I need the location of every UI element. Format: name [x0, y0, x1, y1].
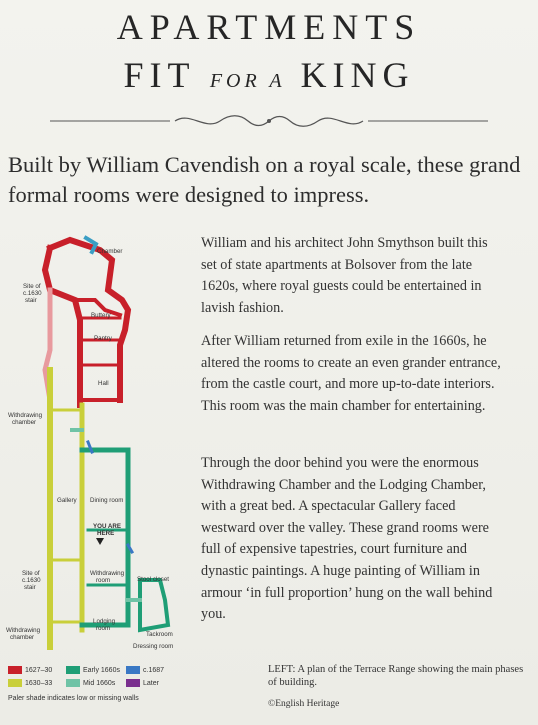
- heading-for-a: FOR A: [209, 70, 286, 92]
- copyright-text: ©English Heritage: [268, 699, 340, 709]
- label-site-stair-top-1: Site of: [23, 283, 41, 290]
- legend-label: 1630–33: [25, 679, 53, 687]
- legend-label: Later: [143, 679, 159, 687]
- label-withdrawing-room-2: room: [96, 577, 111, 584]
- label-chamber: Chamber: [97, 248, 123, 255]
- legend-item: [8, 666, 52, 674]
- legend-item: [8, 679, 52, 687]
- flourish-divider-icon: [50, 111, 488, 131]
- label-site-stair-bottom-3: stair: [24, 584, 36, 591]
- legend-swatch: [126, 679, 140, 687]
- heading-line-2: [0, 54, 538, 96]
- label-dressing-room: Dressing room: [133, 643, 174, 650]
- legend-item: [126, 666, 164, 674]
- label-stool-closet: Stool closet: [137, 576, 169, 583]
- heading-line-1: APARTMENTS: [116, 7, 422, 47]
- paragraph-2: After William returned from exile in the 1660s, he altered the rooms to create an even grander entrance, from the castle court, and more up-to-date interiors. This room was the main chamber for entertaining.: [201, 333, 501, 414]
- plan-caption: [268, 664, 528, 689]
- legend-swatch: [66, 679, 80, 687]
- label-site-stair-bottom-2: c.1630: [22, 577, 41, 584]
- legend-item: [66, 666, 120, 674]
- intro-text: Built by William Cavendish on a royal scale, these grand formal rooms were designed to impress.: [8, 152, 521, 207]
- label-dining-room: Dining room: [90, 497, 124, 504]
- legend-swatch: [8, 679, 22, 687]
- legend-swatch: [8, 666, 22, 674]
- caption-text: A plan of the Terrace Range showing the main phases of building.: [268, 664, 524, 688]
- legend-note: Paler shade indicates low or missing walls: [8, 695, 139, 702]
- label-withdrawing-top-1: Withdrawing: [8, 412, 43, 419]
- label-gallery: Gallery: [57, 497, 77, 504]
- label-hall: Hall: [98, 380, 109, 387]
- label-withdrawing-room-1: Withdrawing: [90, 570, 125, 577]
- legend-swatch: [66, 666, 80, 674]
- label-lodging-room-2: room: [96, 625, 111, 632]
- paragraph-3: Through the door behind you were the enormous Withdrawing Chamber and the Lodging Chamber, with a great bed. A spectacular Gallery faced westward over the valley. These grand rooms were full of expensive tapestries, court furniture and dynastic paintings. A huge painting of William in armour ‘in full proportion’ hung on the wall behind you.: [201, 455, 493, 623]
- legend-label: Early 1660s: [83, 666, 120, 674]
- label-buttery: Buttery: [91, 312, 111, 319]
- legend-label: Mid 1660s: [83, 679, 116, 687]
- label-site-stair-top-3: stair: [25, 297, 37, 304]
- label-site-stair-bottom-1: Site of: [22, 570, 40, 577]
- legend-label: 1627–30: [25, 666, 53, 674]
- label-withdrawing-bottom-2: chamber: [10, 634, 35, 641]
- floor-plan: [0, 230, 190, 650]
- label-lodging-room-1: Lodging: [93, 618, 116, 625]
- heading-fit: FIT: [123, 55, 195, 95]
- legend-label: c.1687: [143, 666, 165, 674]
- legend-item: [126, 679, 159, 687]
- paragraph-1: William and his architect John Smythson built this set of state apartments at Bolsover from the late 1620s, where royal guests could be entertained in lavish fashion.: [201, 235, 488, 316]
- label-site-stair-top-2: c.1630: [23, 290, 42, 297]
- legend-item: [66, 679, 115, 687]
- legend-swatch: [126, 666, 140, 674]
- label-withdrawing-bottom-1: Withdrawing: [6, 627, 41, 634]
- caption-left-label: LEFT:: [268, 664, 296, 675]
- you-are-here-label-2: HERE: [97, 530, 115, 537]
- heading-king: KING: [300, 55, 415, 95]
- label-tackroom: Tackroom: [146, 631, 173, 638]
- label-pantry: Pantry: [94, 335, 112, 342]
- label-withdrawing-top-2: chamber: [12, 419, 37, 426]
- you-are-here-label-1: YOU ARE: [93, 523, 121, 530]
